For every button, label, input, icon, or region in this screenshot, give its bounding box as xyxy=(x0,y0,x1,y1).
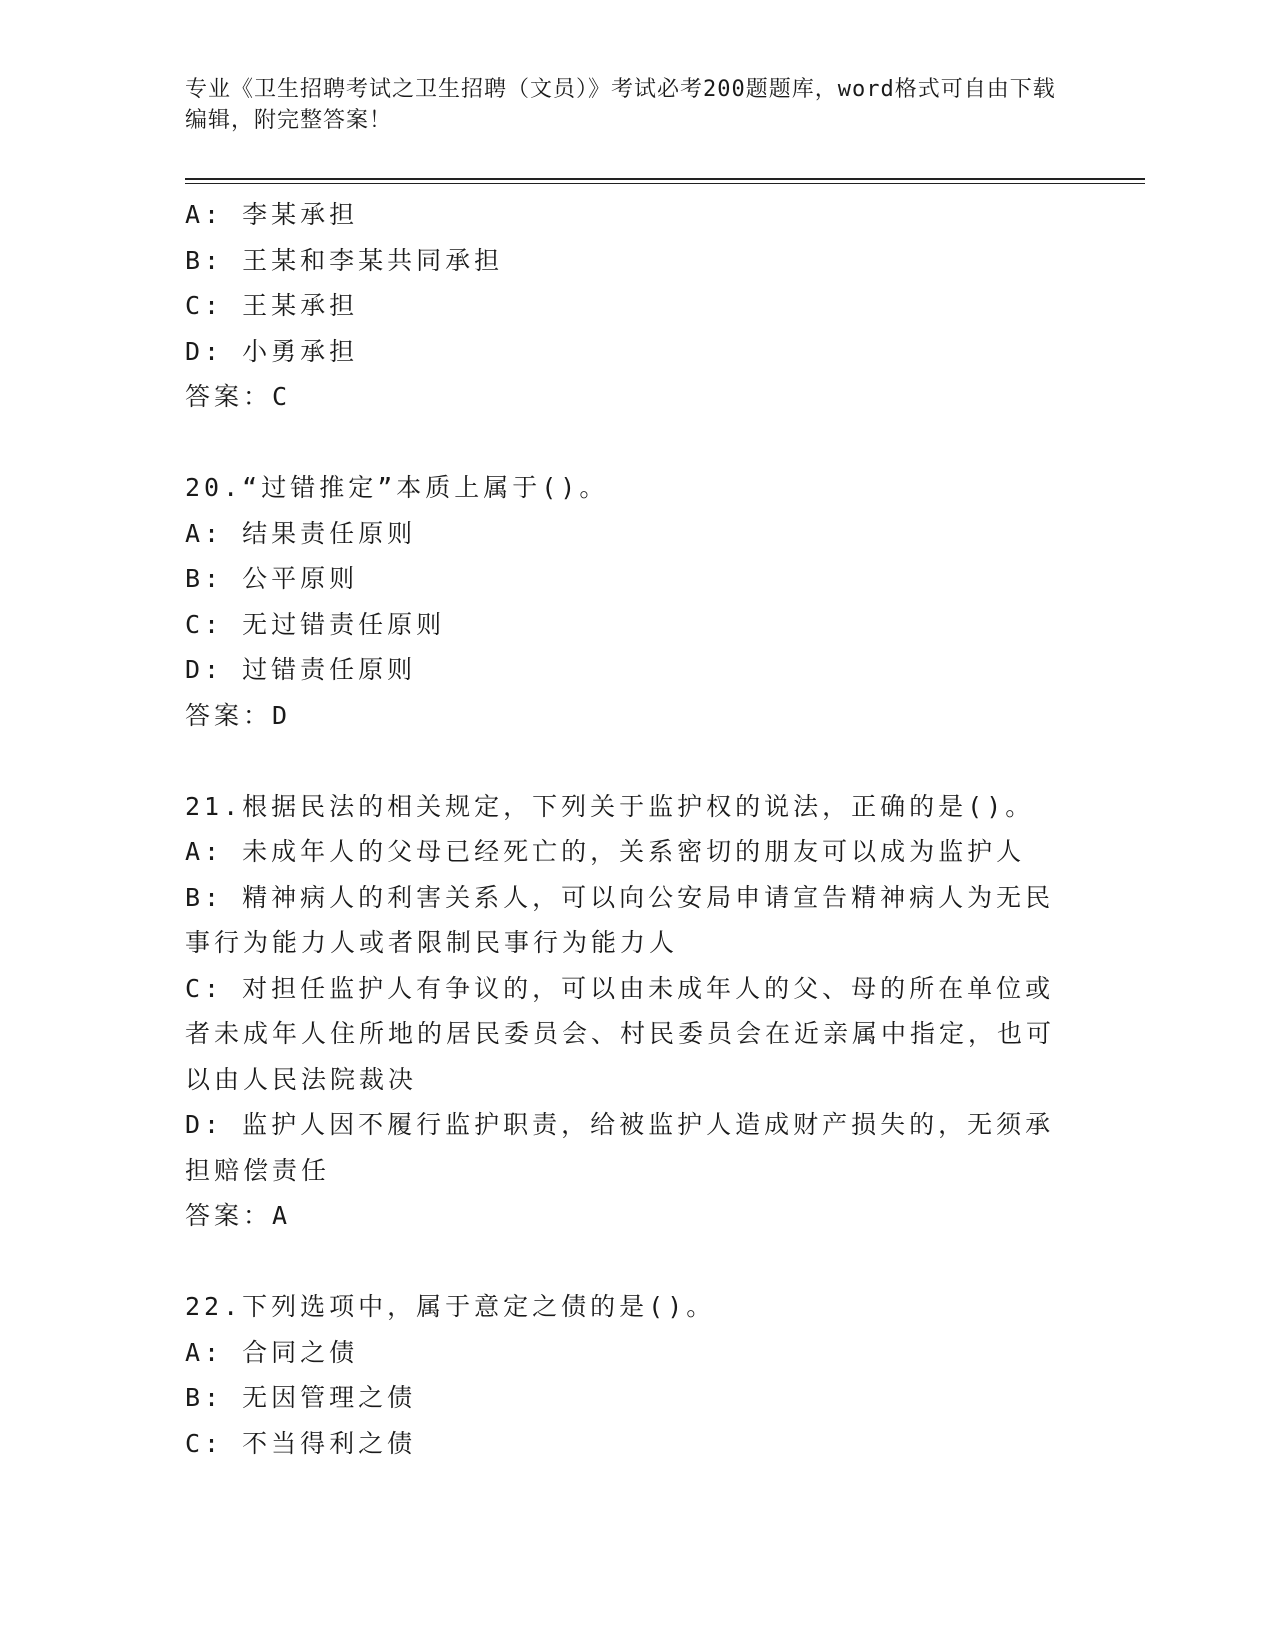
option-a: A: 合同之债 xyxy=(185,1337,359,1367)
question-list xyxy=(185,192,1075,1466)
option-d: D: 小勇承担 xyxy=(185,336,359,366)
header-rule-thick xyxy=(185,178,1145,180)
option-b: B: 王某和李某共同承担 xyxy=(185,245,504,275)
question-20 xyxy=(185,465,1075,738)
option-c: C: 不当得利之债 xyxy=(185,1428,417,1458)
question-text: 21.根据民法的相关规定，下列关于监护权的说法，正确的是()。 xyxy=(185,791,1035,821)
question-text: 22.下列选项中，属于意定之债的是()。 xyxy=(185,1292,716,1321)
option-a: A: 李某承担 xyxy=(185,200,359,229)
spacer xyxy=(185,738,1075,784)
answer: 答案：D xyxy=(185,700,292,730)
question-19 xyxy=(185,192,1075,420)
option-a: A: 未成年人的父母已经死亡的，关系密切的朋友可以成为监护人 xyxy=(185,837,1026,866)
document-header: 专业《卫生招聘考试之卫生招聘（文员）》考试必考200题题库，word格式可自由下载编辑，附完整答案！ xyxy=(185,77,1056,133)
option-b: B: 公平原则 xyxy=(185,564,359,593)
header-rule-thin xyxy=(185,183,1145,184)
question-21 xyxy=(185,784,1075,1239)
option-d: D: 过错责任原则 xyxy=(185,655,417,684)
option-b: B: 无因管理之债 xyxy=(185,1383,417,1412)
question-text: 20.“过错推定”本质上属于()。 xyxy=(185,473,609,502)
option-d: D: 监护人因不履行监护职责，给被监护人造成财产损失的，无须承担赔偿责任 xyxy=(185,1110,1055,1185)
answer: 答案：A xyxy=(185,1201,292,1230)
option-c: C: 王某承担 xyxy=(185,291,359,320)
spacer xyxy=(185,1239,1075,1285)
question-22 xyxy=(185,1284,1075,1466)
option-c: C: 对担任监护人有争议的，可以由未成年人的父、母的所在单位或者未成年人住所地的居民委员会、村民委员会在近亲属中指定，也可以由人民法院裁决 xyxy=(185,973,1056,1094)
option-a: A: 结果责任原则 xyxy=(185,518,417,548)
option-b: B: 精神病人的利害关系人，可以向公安局申请宣告精神病人为无民事行为能力人或者限制民事行为能力人 xyxy=(185,882,1055,957)
option-c: C: 无过错责任原则 xyxy=(185,609,446,639)
spacer xyxy=(185,420,1075,466)
answer: 答案：C xyxy=(185,382,292,411)
